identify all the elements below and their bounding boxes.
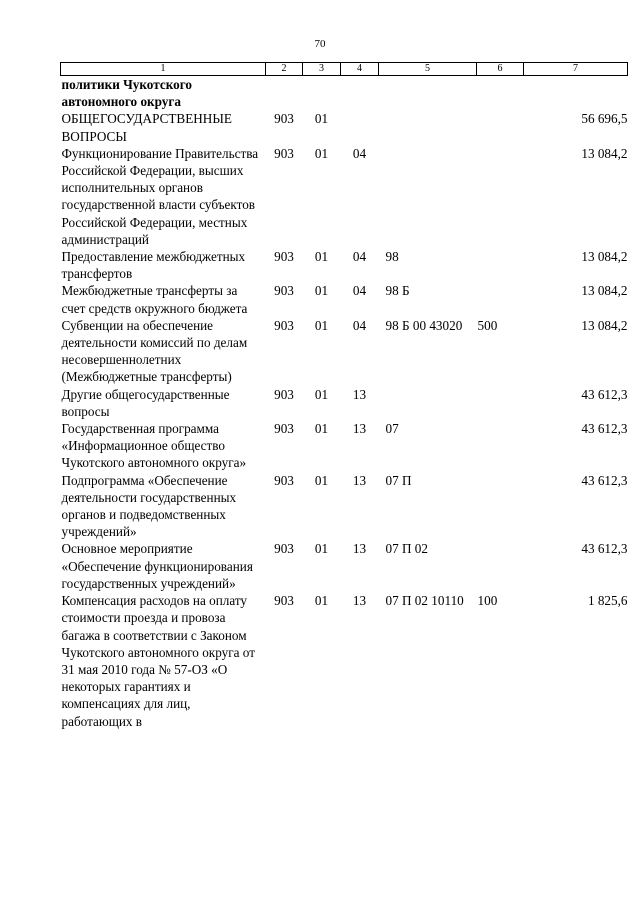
expense-type-code	[477, 248, 524, 282]
column-header-7: 7	[524, 63, 628, 76]
ministry-code: 903	[274, 472, 294, 488]
subsection-code: 13	[352, 593, 367, 609]
section-code: 01	[314, 317, 329, 333]
table-row	[61, 76, 628, 111]
table-header-row	[61, 63, 628, 76]
section-code: 01	[314, 111, 329, 127]
amount: 13 084,2	[581, 283, 628, 299]
expense-type-code: 100	[477, 593, 498, 609]
amount: 43 612,3	[581, 386, 628, 402]
table-row	[61, 386, 628, 420]
subsection-code: 13	[352, 541, 367, 557]
expense-type-code: 500	[477, 317, 498, 333]
ministry-code: 903	[274, 111, 294, 127]
column-header-6: 6	[477, 63, 524, 76]
target-article-code	[379, 145, 477, 248]
table-row	[61, 540, 628, 592]
table-row	[61, 317, 628, 386]
ministry-code: 903	[274, 593, 294, 609]
expense-type-code	[477, 110, 524, 144]
target-article-code: 07 П	[385, 472, 412, 488]
target-article-code: 98 Б	[385, 283, 410, 299]
ministry-code: 903	[274, 249, 294, 265]
row-name: ОБЩЕГОСУДАРСТВЕННЫЕ ВОПРОСЫ	[61, 111, 232, 144]
row-name: Функционирование Правительства Российской Федерации, высших исполнительных органов государственной власти субъектов Российской Федерации, местных администраций	[61, 145, 259, 247]
section-code: 01	[314, 249, 329, 265]
ministry-code: 903	[274, 541, 294, 557]
subsection-code: 04	[352, 249, 367, 265]
target-article-code: 98	[385, 249, 399, 265]
expense-type-code	[477, 420, 524, 472]
table-row	[61, 472, 628, 541]
expense-type-code	[477, 472, 524, 541]
subsection-code	[341, 76, 379, 111]
section-code	[303, 76, 341, 111]
ministry-code: 903	[274, 283, 294, 299]
section-code: 01	[314, 472, 329, 488]
column-header-4: 4	[341, 63, 379, 76]
target-article-code: 98 Б 00 43020	[385, 317, 463, 333]
amount: 1 825,6	[587, 593, 628, 609]
row-name: Компенсация расходов на оплату стоимости проезда и провоза багажа в соответствии с Законом Чукотского автономного округа от 31 мая 2010 года № 57-ОЗ «О некоторых гарантиях и компенсациях для лиц, работающих в	[61, 593, 255, 729]
column-header-2: 2	[266, 63, 303, 76]
column-header-3: 3	[303, 63, 341, 76]
expense-type-code	[477, 145, 524, 248]
section-code: 01	[314, 145, 329, 161]
ministry-code	[266, 76, 303, 111]
table-row	[61, 145, 628, 248]
page-number: 70	[314, 38, 326, 50]
section-code: 01	[314, 593, 329, 609]
target-article-code: 07 П 02 10110	[385, 593, 464, 609]
row-name: Предоставление межбюджетных трансфертов	[61, 249, 246, 282]
table-row	[61, 110, 628, 144]
subsection-code: 04	[352, 145, 367, 161]
expense-type-code	[477, 540, 524, 592]
target-article-code	[379, 76, 477, 111]
table-row	[61, 282, 628, 316]
amount	[524, 76, 628, 111]
budget-table	[60, 62, 628, 730]
section-code: 01	[314, 421, 329, 437]
table-row	[61, 592, 628, 730]
target-article-code: 07 П 02	[385, 541, 428, 557]
ministry-code: 903	[274, 386, 294, 402]
row-name: Субвенции на обеспечение деятельности комиссий по делам несовершеннолетних (Межбюджетные трансферты)	[61, 317, 248, 385]
table-row	[61, 420, 628, 472]
amount: 13 084,2	[581, 317, 628, 333]
column-header-1: 1	[61, 63, 266, 76]
expense-type-code	[477, 76, 524, 111]
amount: 43 612,3	[581, 472, 628, 488]
amount: 43 612,3	[581, 421, 628, 437]
row-name: Подпрограмма «Обеспечение деятельности государственных органов и подведомственных учреждений»	[61, 472, 237, 540]
expense-type-code	[477, 282, 524, 316]
section-code: 01	[314, 283, 329, 299]
amount: 43 612,3	[581, 541, 628, 557]
subsection-code: 04	[352, 283, 367, 299]
subsection-code: 13	[352, 472, 367, 488]
target-article-code: 07	[385, 421, 399, 437]
ministry-code: 903	[274, 421, 294, 437]
subsection-code: 13	[352, 386, 367, 402]
ministry-code: 903	[274, 317, 294, 333]
row-name: Государственная программа «Информационное общество Чукотского автономного округа»	[61, 421, 247, 471]
section-code: 01	[314, 386, 329, 402]
row-name: Другие общегосударственные вопросы	[61, 386, 230, 419]
row-name: политики Чукотского автономного округа	[61, 77, 192, 110]
subsection-code: 13	[352, 421, 367, 437]
section-code: 01	[314, 541, 329, 557]
table-row	[61, 248, 628, 282]
subsection-code	[341, 110, 379, 144]
subsection-code: 04	[352, 317, 367, 333]
target-article-code	[379, 386, 477, 420]
amount: 13 084,2	[581, 145, 628, 161]
expense-type-code	[477, 386, 524, 420]
amount: 56 696,5	[581, 111, 628, 127]
row-name: Основное мероприятие «Обеспечение функционирования государственных учреждений»	[61, 541, 253, 591]
ministry-code: 903	[274, 145, 294, 161]
row-name: Межбюджетные трансферты за счет средств окружного бюджета	[61, 283, 248, 316]
target-article-code	[379, 110, 477, 144]
amount: 13 084,2	[581, 249, 628, 265]
column-header-5: 5	[379, 63, 477, 76]
